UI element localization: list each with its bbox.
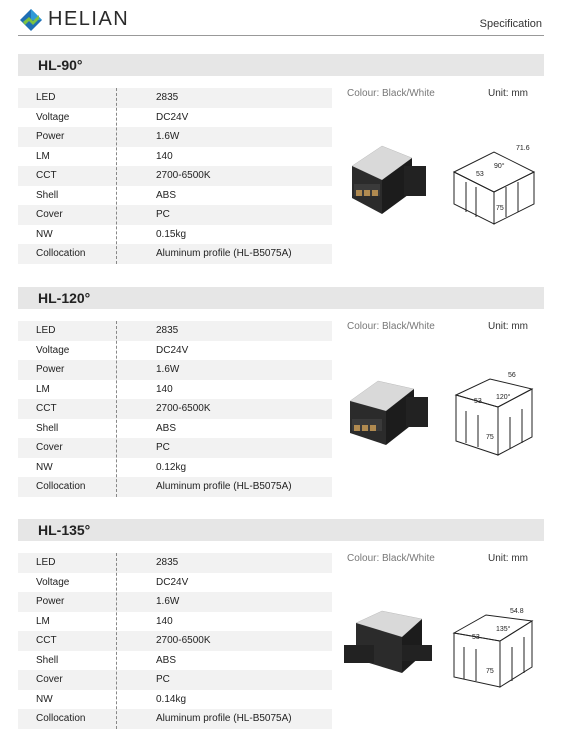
spec-label: NW [36, 228, 53, 240]
product-section-hl-135 [0, 519, 564, 729]
section-titlebar [18, 287, 544, 309]
spec-label: Voltage [36, 111, 70, 123]
product-title: HL-120° [38, 290, 91, 306]
spec-value: Aluminum profile (HL-B5075A) [156, 481, 292, 492]
spec-label: Voltage [36, 344, 70, 356]
dim-b: 53 [474, 398, 482, 405]
spec-label: NW [36, 693, 53, 705]
dim-b: 53 [476, 171, 484, 178]
spec-row [18, 225, 332, 245]
dimension-drawing [446, 132, 542, 228]
dimension-drawing [446, 365, 542, 461]
spec-label: Collocation [36, 481, 86, 492]
spec-value: 2700-6500K [156, 170, 211, 181]
spec-value: DC24V [156, 111, 189, 123]
spec-value: 2700-6500K [156, 635, 211, 646]
spec-row [18, 651, 332, 671]
spec-value: DC24V [156, 344, 189, 356]
spec-row [18, 127, 332, 147]
unit-note: Unit: mm [488, 88, 528, 99]
dimension-drawing [446, 597, 542, 693]
spec-row [18, 205, 332, 225]
spec-label: LM [36, 383, 50, 395]
spec-row [18, 709, 332, 729]
dim-angle: 90° [494, 163, 505, 170]
spec-label: Collocation [36, 713, 86, 724]
spec-row [18, 147, 332, 167]
dim-a: 56 [508, 372, 516, 379]
spec-label: CCT [36, 170, 57, 181]
spec-label: LED [36, 92, 56, 103]
product-title: HL-135° [38, 522, 91, 538]
spec-label: Voltage [36, 576, 70, 588]
unit-note: Unit: mm [488, 553, 528, 564]
spec-value: Aluminum profile (HL-B5075A) [156, 248, 292, 259]
spec-label: Cover [36, 442, 63, 453]
spec-label: CCT [36, 403, 57, 414]
dim-a: 71.6 [516, 145, 530, 152]
spec-table [18, 553, 332, 729]
spec-value: 0.14kg [156, 693, 187, 705]
product-section-hl-120 [0, 287, 564, 497]
product-photo [342, 601, 434, 691]
colour-note: Colour: Black/White [347, 321, 435, 332]
spec-row [18, 592, 332, 612]
spec-value: 0.12kg [156, 461, 187, 473]
dim-c: 75 [486, 434, 494, 441]
product-section-hl-90 [0, 54, 564, 264]
spec-label: Power [36, 364, 65, 375]
dim-c: 75 [486, 668, 494, 675]
spec-row [18, 108, 332, 128]
spec-label: Cover [36, 674, 63, 685]
dim-c: 75 [496, 205, 504, 212]
spec-value: 0.15kg [156, 228, 187, 240]
spec-row [18, 458, 332, 478]
product-photo [342, 136, 434, 226]
spec-label: CCT [36, 635, 57, 646]
unit-note: Unit: mm [488, 321, 528, 332]
spec-row [18, 399, 332, 419]
spec-row [18, 573, 332, 593]
column-divider [116, 321, 117, 497]
spec-label: LM [36, 615, 50, 627]
spec-value: 1.6W [156, 131, 180, 142]
dim-angle: 135° [496, 626, 511, 633]
brand-logo [20, 8, 129, 31]
spec-label: NW [36, 461, 53, 473]
section-titlebar [18, 519, 544, 541]
spec-row [18, 631, 332, 651]
spec-row [18, 419, 332, 439]
colour-note: Colour: Black/White [347, 553, 435, 564]
spec-label: LED [36, 325, 56, 336]
spec-value: 1.6W [156, 596, 180, 607]
spec-row [18, 88, 332, 108]
spec-row [18, 612, 332, 632]
spec-value: 140 [156, 383, 173, 395]
brand-name: HELIAN [48, 8, 130, 30]
spec-value: ABS [156, 654, 177, 666]
spec-label: Shell [36, 654, 59, 666]
spec-value: ABS [156, 422, 177, 434]
spec-label: Collocation [36, 248, 86, 259]
spec-label: Shell [36, 189, 59, 201]
doc-type: Specification [479, 18, 542, 30]
section-titlebar [18, 54, 544, 76]
header-rule [18, 35, 544, 36]
spec-row [18, 553, 332, 573]
spec-value: DC24V [156, 576, 189, 588]
page-header [0, 0, 564, 40]
dim-a: 54.8 [510, 608, 524, 615]
product-title: HL-90° [38, 57, 83, 73]
spec-value: 2835 [156, 92, 179, 103]
column-divider [116, 88, 117, 264]
helian-logo-icon [20, 9, 42, 31]
spec-row [18, 244, 332, 264]
spec-row [18, 360, 332, 380]
spec-row [18, 166, 332, 186]
product-photo [342, 369, 434, 459]
dim-angle: 120° [496, 394, 511, 401]
spec-value: 2700-6500K [156, 403, 211, 414]
spec-row [18, 321, 332, 341]
spec-value: 1.6W [156, 364, 180, 375]
spec-row [18, 380, 332, 400]
spec-value: 140 [156, 150, 173, 162]
spec-value: ABS [156, 189, 177, 201]
spec-row [18, 477, 332, 497]
spec-value: 2835 [156, 325, 179, 336]
spec-label: Power [36, 131, 65, 142]
spec-label: Shell [36, 422, 59, 434]
spec-label: Power [36, 596, 65, 607]
spec-label: LM [36, 150, 50, 162]
spec-value: Aluminum profile (HL-B5075A) [156, 713, 292, 724]
spec-value: 2835 [156, 557, 179, 568]
spec-label: Cover [36, 209, 63, 220]
spec-row [18, 438, 332, 458]
colour-note: Colour: Black/White [347, 88, 435, 99]
spec-row [18, 670, 332, 690]
spec-row [18, 690, 332, 710]
column-divider [116, 553, 117, 729]
spec-table [18, 321, 332, 497]
spec-table [18, 88, 332, 264]
spec-value: PC [156, 674, 170, 685]
spec-value: PC [156, 209, 170, 220]
spec-label: LED [36, 557, 56, 568]
dim-b: 53 [472, 634, 480, 641]
spec-value: 140 [156, 615, 173, 627]
spec-row [18, 186, 332, 206]
spec-row [18, 341, 332, 361]
spec-value: PC [156, 442, 170, 453]
